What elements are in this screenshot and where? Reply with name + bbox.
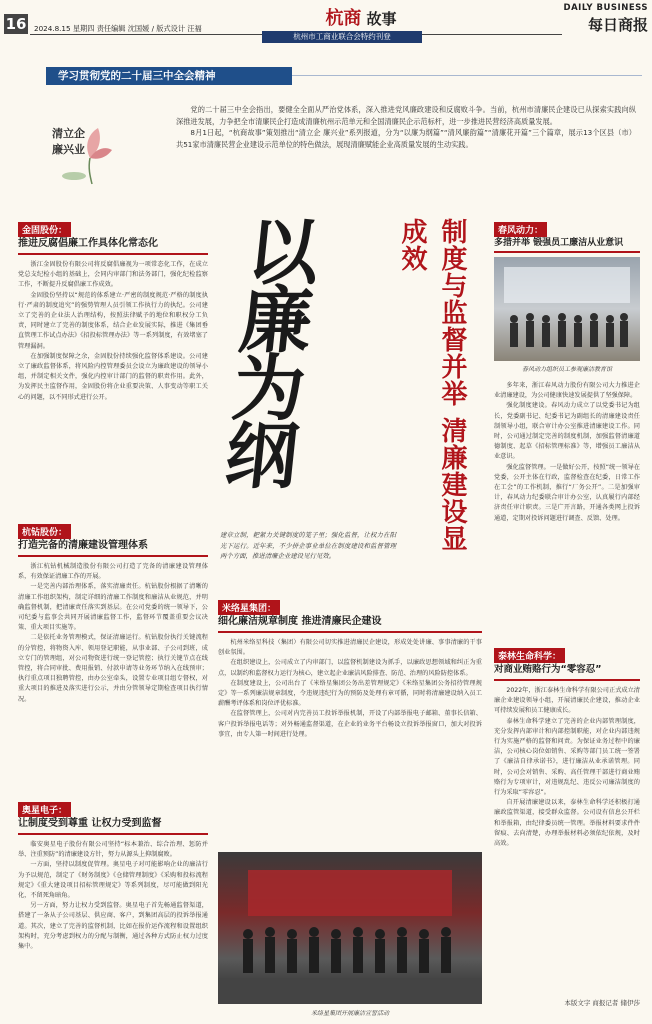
article-tailin <box>494 644 640 1014</box>
paragraph: 自开展清廉建设以来，泰林生命科学还积极打通廉政监管渠道，接受群众监督。公司设有信息公开栏和举报箱，由纪律委员统一管理。举报材料要求件件留痕、去向清楚，办理举报材料必须依纪依规，及时高效。 <box>494 799 640 848</box>
feature-lede: 建章立制，耙紧力关键制度的笼子里；强化监督，让权力在阳光下运行。近年来，不少拼企事业单位在制度建设和监督管理两个方面，推进清廉企业建设见行见效。 <box>220 531 396 560</box>
article-hangzuan <box>18 520 208 804</box>
title-rule <box>494 251 640 253</box>
vertical-headline <box>392 218 474 562</box>
intro-paragraph: 党的二十届三中全会指出，要健全全面从严治党体系，深入推进党风廉政建设和反腐败斗争。当前，杭州市清廉民企建设已从探索实践向纵深推进发展，力争把全市清廉民企打造成清廉杭州示范单元和全国清廉民企示范标杆，进一步推进民营经济高质量发展。 <box>176 105 636 126</box>
daily-cn: 每日商报 <box>587 16 648 34</box>
article-tag: 杭钻股份： <box>18 524 71 539</box>
byline: 本版文字 商报记者 储伊莎 <box>564 999 640 1007</box>
brand-left-line <box>30 34 262 35</box>
paragraph: 强化监督管理。一是做好公开，按照“统一领导在党委，公开主体在行政，监督检查在纪委，日常工作在工会”的工作机制，推行“厂务公开”。二是加强审计，春风动力纪委联合审计办公室，认真履行内部经济责任审计职责。三是广开言路，开通各类网上投诉通道，定期对投诉问题进行调查、反馈、处理。 <box>494 463 640 522</box>
title-rule <box>18 555 208 557</box>
banner-rule <box>292 75 642 76</box>
article-tag: 泰林生命科学： <box>494 648 565 663</box>
title-rule <box>494 679 640 681</box>
masthead <box>0 0 652 46</box>
article-title: 细化廉洁规章制度 推进清廉民企建设 <box>218 616 382 627</box>
article-title: 多措并举 锻强员工廉洁从业意识 <box>494 238 624 248</box>
article-aoxing <box>18 798 208 1016</box>
section-banner <box>46 67 292 85</box>
article-body <box>18 562 208 800</box>
photo-caption: 米络星集团开展廉洁宣誓活动 <box>310 1010 389 1017</box>
intro-paragraph: 8月1日起，“杭商故事”策划推出“清立企 廉兴业”系列报道，分为“以廉为纲篇”“清风廉韵篇”“清廉花开篇”三个篇章，展示13个区县（市）共51家市清廉民营企业建设示范单位的特色做法，展现清廉赋能企业高质量发展的生动实践。 <box>176 128 636 149</box>
series-logo <box>46 118 116 186</box>
photo-museum-visit <box>494 257 640 361</box>
paragraph: 浙江杭钻机械制造股份有限公司打造了完备的清廉建设管理体系，有效保证清廉工作的开展。 <box>18 563 208 581</box>
paragraph: 一是完善内部治理体系，落实清廉责任。杭钻股份根据了清晰的清廉工作组织架构，制定详细的清廉工作制度和廉洁从业规范，并明确监督机制，把清廉责任落实到基层。在公司党委的统一领导下，公司纪委与监事会共同开展清廉监督工作，监督环节覆盖重要会议决策、重大项目实施等。 <box>18 583 208 632</box>
article-title: 让制度受到尊重 让权力受到监督 <box>18 818 162 829</box>
logo-text: 清立企 廉兴业 <box>52 127 85 156</box>
people-silhouettes-icon <box>218 852 482 1004</box>
paragraph: 2022年，浙江泰林生命科学有限公司正式成立清廉企业建设领导小组，开展清廉民企建设，推动企业可持续发展和员工健康成长。 <box>494 687 640 715</box>
article-body <box>494 686 640 992</box>
paragraph: 在加强制度保障之余，金固股份持续强化监督体系建设。公司建立了廉政监督体系，将风险内控管理委员会设立为廉政建设的领导小组，并制定相关文件，强化内控审计部门的监督的职责作用。此外，为发挥民主监督作用，金固股份将企业重要决策、人事变动等职工关心的问题，以不同形式进行公开。 <box>18 352 208 401</box>
paragraph: 另一方面，努力让权力受到监督。奥星电子首先畅通监督渠道，搭建了一条从子公司基层、供应商、客户，到集团高层的投诉举报通道。其次，建立了完善的监督机制，比如在报价运作流程和设置组织架构时，充分考虑到权力的分配与制衡，通过各种方式防止权力过度集中。 <box>18 902 208 951</box>
paragraph: 一方面，坚持以制度促管理。奥星电子对可能影响企业的廉洁行为予以规范，制定了《财务制度》《仓储管理制度》《采购和投标流程规定》《重大建设项目招标管理规定》等系列制度，尽可能做到阳光化，不留死角暗角。 <box>18 861 208 900</box>
brand-title <box>296 4 426 28</box>
calligraphy-title <box>210 214 382 544</box>
brand-right-line <box>422 34 562 35</box>
article-body <box>218 638 482 850</box>
article-cfmoto <box>494 218 640 622</box>
article-body <box>18 260 208 516</box>
article-tag: 金固股份： <box>18 222 71 237</box>
article-milorstar <box>218 596 482 846</box>
article-tag: 春风动力： <box>494 222 547 237</box>
brand-band: 杭州市工商业联合会特约刊登 <box>262 31 422 43</box>
vertical-title: 制度与监督并举 清廉建设显成效 <box>397 218 467 553</box>
article-tag: 奥星电子： <box>18 802 71 817</box>
daily-en: DAILY BUSINESS <box>563 3 648 13</box>
museum-group-icon <box>494 257 640 361</box>
paragraph: 强化制度建设。春风动力成立了以党委书记为组长，党委副书记、纪委书记为副组长的清廉建设责任制领导小组，联合审计办公室推进清廉建设工作。同时，公司通过制定完善的制度机制，加强监督清廉道德制度、起草《招标管理标准》等，增强员工廉洁从业意识。 <box>494 402 640 461</box>
calligraphy-text: 以廉为纲 <box>210 214 325 486</box>
date-line: 2024.8.15 星期四 责任编辑 沈国媛 / 版式设计 汪福 <box>34 24 202 33</box>
paragraph: 泰林生命科学建立了完善的企业内部管理制度，充分发挥内部审计和内部控制职能，对企业内部违规行为实施严格的监督和问责。为保证业务过程中的廉洁，公司核心岗位如销售、采购等部门员工统一签署了《廉洁自律承诺书》，进行廉洁从业承诺管理。同时，公司会对销售、采购、高任管理干部进行商业贿赂行为专项审计，对违规乱纪、违反公司廉洁制度的行为采取“零容忍”。 <box>494 717 640 797</box>
article-body <box>494 381 640 643</box>
photo-oath-ceremony <box>218 852 482 1004</box>
article-title-line <box>494 237 640 249</box>
brand-sub: 故事 <box>366 10 397 28</box>
brand-main: 杭商 <box>325 8 362 29</box>
paragraph: 在监督管理上，公司对内完善员工投诉举报机制，开设了内部举报电子邮箱、董事长信箱、客户投诉举报电话等；对外畅通监督渠道，在企业的业务平台畅设立投诉举报窗口，加大对投诉事宜，由专人第一时间进行处理。 <box>218 710 482 738</box>
paragraph: 金固股份坚持以“规范的体系建立·严密的制度规范·严格的制度执行·严肃的制度追究”的强势管理人员引领工作执行力的执纪。公司建立了完善的企业法人治理结构，按照法律赋予的地位和职权分工负责，同时建立了完善的制度体系，结合企业发展实际，推进《集团垂直管理工作试点办法》《招投标管理办法》等一系列制度，有效堵塞了管理漏洞。 <box>18 291 208 350</box>
paragraph: 多年来，浙江春风动力股份有限公司大力推进企业清廉建设，为公司健康快速发展提供了坚强保障。 <box>494 382 640 400</box>
paragraph: 二是依托业务管理模式，保证清廉运行。杭钻股份执行关键流程的分管控，将物资入库、领用登记职能，从事业部、子公司到班，成立专门的管理组，对公司物资进行统一登记管控；执行关键节点在线管控，将合同审批、费用报销、付款申请等业务环节纳入在线预审；执行重点项目独聘管控，由办公室牵头，设置专业项目组专督权，对重大项目的推进及落实进行公示，并由分管领导定期检查项目执行情况。 <box>18 634 208 703</box>
article-title: 推进反腐倡廉工作具体化常态化 <box>18 238 158 249</box>
paragraph: 杭州米络星科技（集团）有限公司切实推进清廉民企建设，形成处处讲廉、事事清廉的干事创业氛围。 <box>218 639 482 657</box>
page-number: 16 <box>5 15 27 33</box>
banner-text: 学习贯彻党的二十届三中全会精神 <box>58 70 216 82</box>
paragraph: 临安奥星电子股份有限公司坚持“标本兼治、综合治理、惩防并举、注重预防”的清廉建设方针，努力从源头上抑制腐败。 <box>18 841 208 859</box>
article-title: 打造完备的清廉建设管理体系 <box>18 540 148 551</box>
title-rule <box>18 253 208 255</box>
article-body <box>18 840 208 1016</box>
title-rule <box>218 631 482 633</box>
article-jingu <box>18 218 208 520</box>
title-rule <box>18 833 208 835</box>
intro-text <box>176 104 636 186</box>
article-tag: 米络星集团： <box>218 600 280 615</box>
photo-caption: 春风动力组织员工参观廉洁教育馆 <box>521 366 612 373</box>
article-title: 对商业贿赂行为“零容忍” <box>494 664 602 675</box>
paragraph: 在组织建设上，公司成立了内审部门，以监督机制建设为抓手，以廉政思想领域和纠正为重点，以制约和监督权力运行为核心，建立起企业廉洁风险排查、防范、治理的风险防控体系。 <box>218 659 482 677</box>
paragraph: 在制度建设上，公司出台了《米络星集团公务出差管理规定》《米络星集团公务招待管理规定》等一系列廉洁规章制度，令违规违纪行为的预防及处理有章可循，同时将清廉建设纳入员工薪酬考评体系和岗位评优标准。 <box>218 679 482 708</box>
paragraph: 浙江金固股份有限公司将反腐倡廉视为一项常态化工作，在成立党总支纪检小组的基础上，会同内审部门和法务部门，强化纪检监察工作，不断提升反腐倡廉工作成效。 <box>18 261 208 289</box>
